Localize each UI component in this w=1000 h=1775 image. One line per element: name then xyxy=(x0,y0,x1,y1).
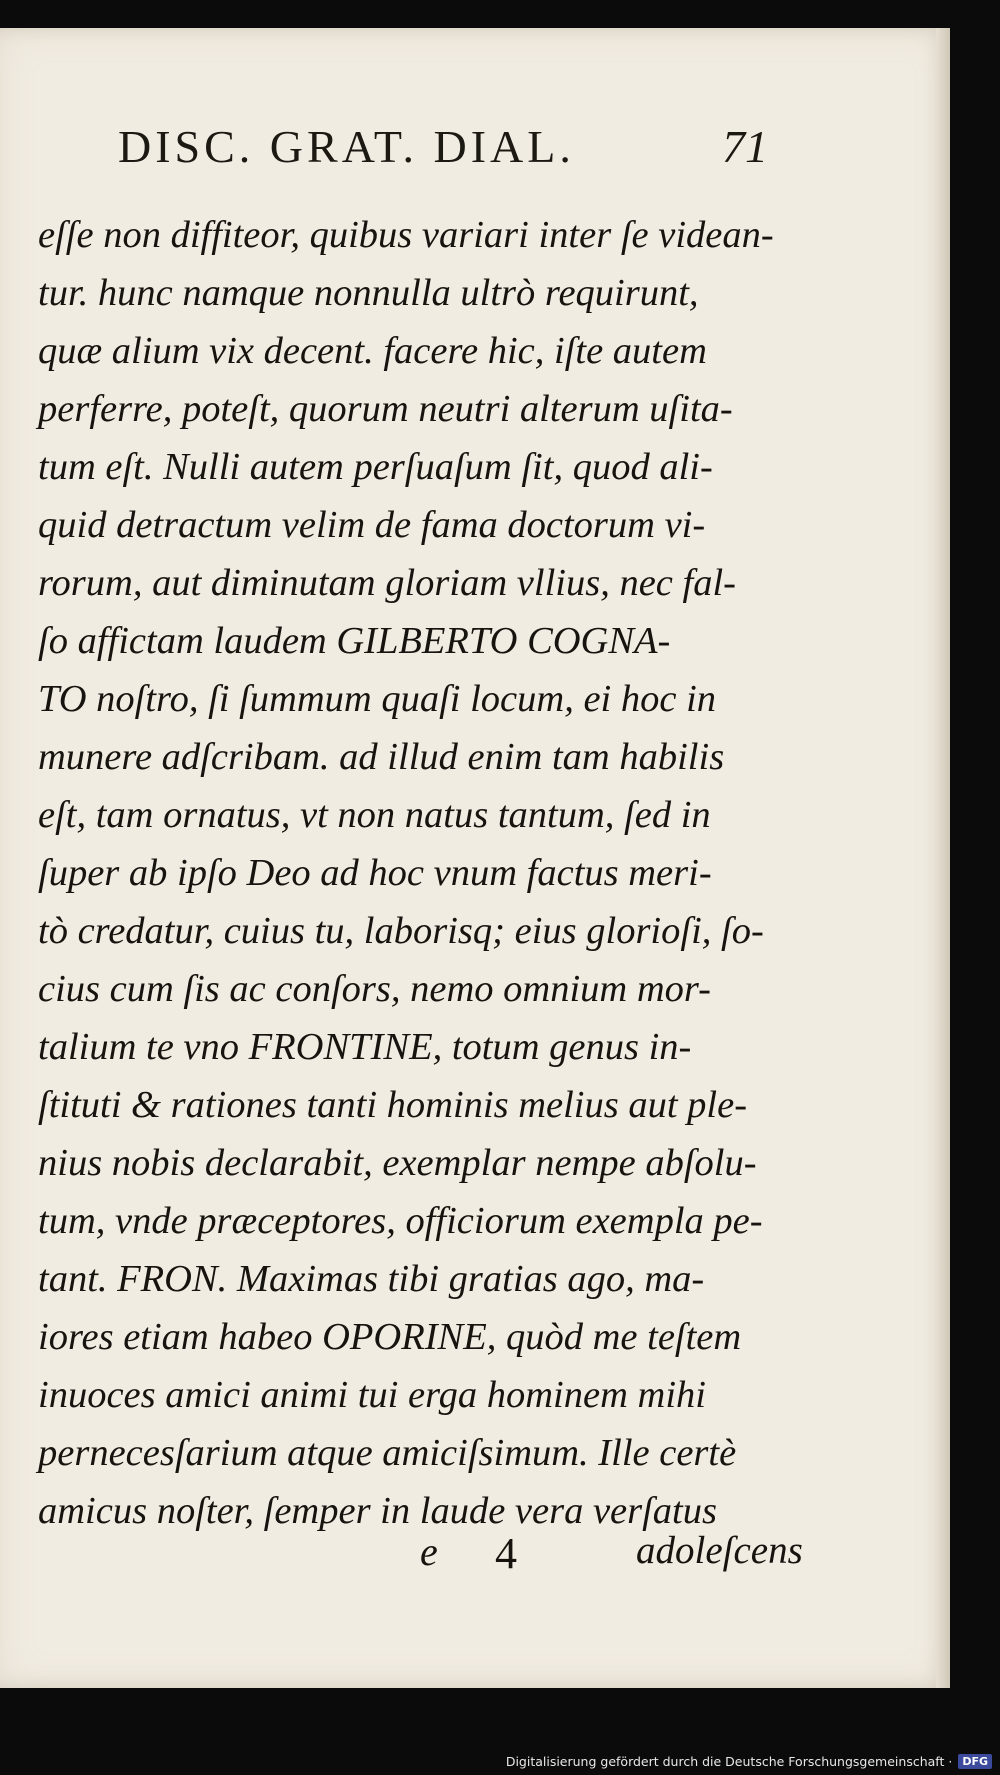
running-head xyxy=(0,120,800,180)
text-line: ſo affictam laudem GILBERTO COGNA- xyxy=(38,620,671,662)
text-line: eſſe non diffiteor, quibus variari inter ſe videan- xyxy=(38,214,774,256)
text-line: ſtituti & rationes tanti hominis melius aut ple- xyxy=(38,1084,748,1126)
text-line: eſt, tam ornatus, vt non natus tantum, ſed in xyxy=(38,794,711,836)
text-line: pernecesſarium atque amiciſsimum. Ille certè xyxy=(38,1432,737,1474)
text-line: munere adſcribam. ad illud enim tam habilis xyxy=(38,736,725,778)
text-line: perferre, poteſt, quorum neutri alterum uſita- xyxy=(38,388,733,430)
text-line: iores etiam habeo OPORINE, quòd me teſtem xyxy=(38,1316,742,1358)
text-line: rorum, aut diminutam gloriam vllius, nec fal- xyxy=(38,562,736,604)
text-line: talium te vno FRONTINE, totum genus in- xyxy=(38,1026,692,1068)
text-line: tant. FRON. Maximas tibi gratias ago, ma- xyxy=(38,1258,705,1300)
text-line: TO noſtro, ſi ſummum quaſi locum, ei hoc in xyxy=(38,678,717,720)
text-line: quid detractum velim de fama doctorum vi- xyxy=(38,504,706,546)
text-line: nius nobis declarabit, exemplar nempe abſolu- xyxy=(38,1142,757,1184)
text-line: tum eſt. Nulli autem perſuaſum ſit, quod ali- xyxy=(38,446,713,488)
text-line: tò credatur, cuius tu, laborisq; eius glorioſi, ſo- xyxy=(38,910,764,952)
running-head-title: DISC. GRAT. DIAL. xyxy=(118,121,575,172)
page-number: 71 xyxy=(722,121,768,172)
catchword: adoleſcens xyxy=(636,1529,803,1572)
catchline xyxy=(0,1528,803,1588)
signature-number: 4 xyxy=(495,1529,517,1578)
text-line: amicus noſter, ſemper in laude vera verſatus xyxy=(38,1490,717,1532)
text-line: tum, vnde præceptores, officiorum exempla pe- xyxy=(38,1200,763,1242)
text-line: cius cum ſis ac conſors, nemo omnium mor- xyxy=(38,968,711,1010)
text-line: ſuper ab ipſo Deo ad hoc vnum factus meri- xyxy=(38,852,712,894)
credit-text: Digitalisierung gefördert durch die Deutsche Forschungsgemeinschaft · xyxy=(505,1754,953,1769)
body-text xyxy=(38,206,798,1540)
dfg-logo-icon: DFG xyxy=(958,1754,992,1769)
text-line: quæ alium vix decent. facere hic, iſte autem xyxy=(38,330,707,372)
book-page xyxy=(0,28,950,1688)
page-edge xyxy=(936,28,950,1688)
signature-mark: e xyxy=(420,1529,438,1574)
digitization-credit xyxy=(506,1754,992,1769)
text-line: inuoces amici animi tui erga hominem mihi xyxy=(38,1374,706,1416)
text-line: tur. hunc namque nonnulla ultrò requirunt, xyxy=(38,272,699,314)
